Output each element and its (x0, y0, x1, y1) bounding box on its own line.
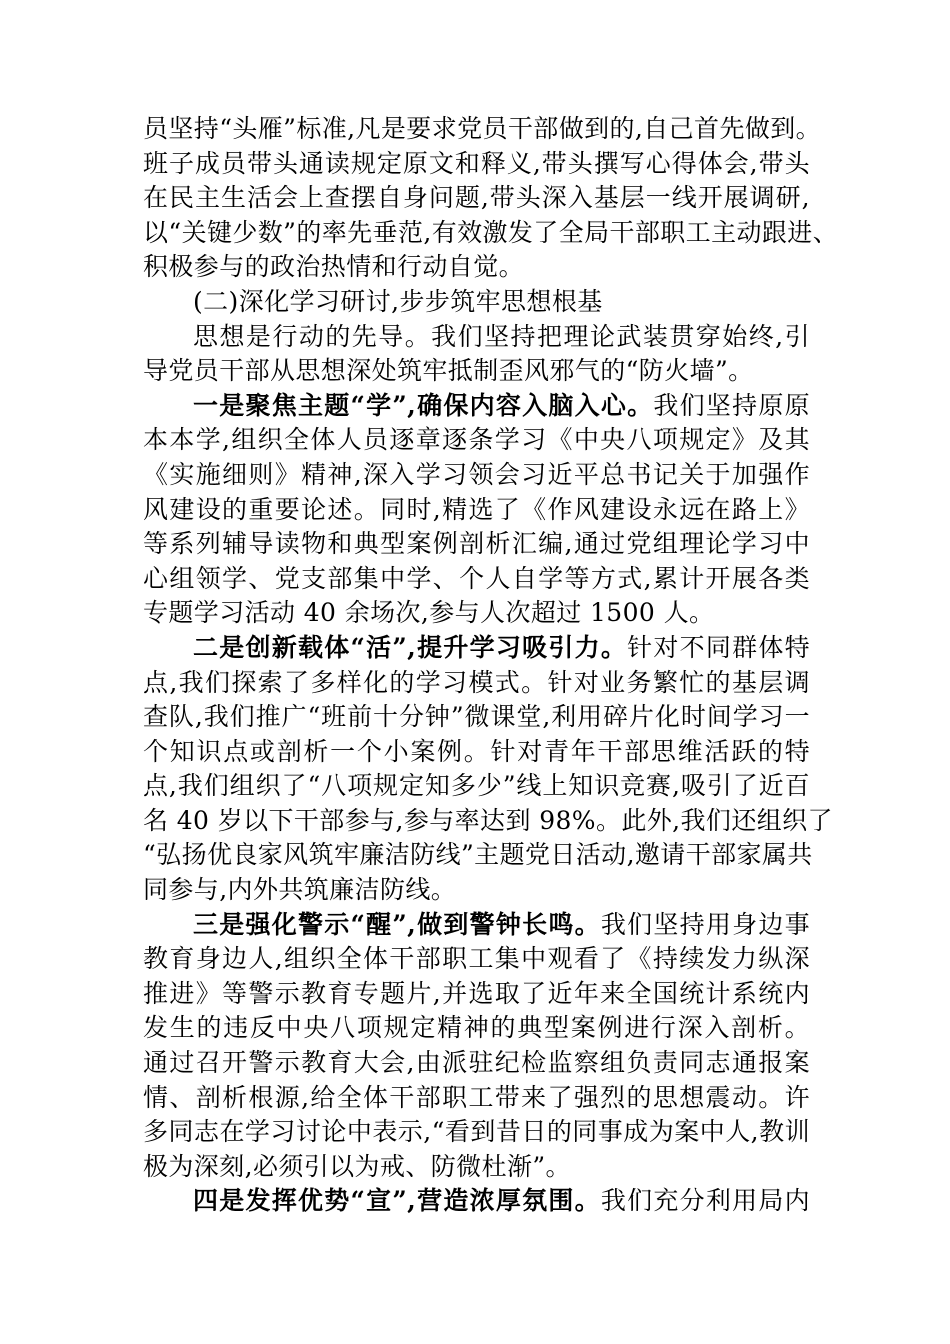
text-line: 教育身边人,组织全体干部职工集中观看了《持续发力纵深 (143, 944, 810, 974)
text-line: 积极参与的政治热情和行动自觉。 (143, 252, 525, 282)
text-line (143, 908, 810, 943)
paragraph (143, 320, 810, 389)
lead-continuation: 我们充分利用局内 (600, 1186, 811, 1216)
text-line: 班子成员带头通读规定原文和释义,带头撰写心得体会,带头 (143, 148, 810, 178)
text-line: 专题学习活动 40 余场次,参与人次超过 1500 人。 (143, 598, 715, 628)
text-line: 本本学,组织全体人员逐章逐条学习《中央八项规定》及其 (143, 425, 810, 455)
text-line: 《实施细则》精神,深入学习领会习近平总书记关于加强作 (143, 459, 810, 489)
section-heading (143, 285, 810, 320)
paragraph (143, 389, 810, 631)
text-line: 风建设的重要论述。同时,精选了《作风建设永远在路上》 (143, 494, 810, 524)
paragraph (143, 112, 839, 285)
lead-continuation: 针对不同群体特 (627, 632, 810, 662)
paragraph (143, 908, 810, 1185)
lead-continuation: 我们坚持用身边事 (600, 909, 811, 939)
text-line: “弘扬优良家风筑牢廉洁防线”主题党日活动,邀请干部家属共 (143, 840, 813, 870)
text-line: 个知识点或剖析一个小案例。针对青年干部思维活跃的特 (143, 736, 810, 766)
document-page (143, 112, 839, 1219)
text-line: 同参与,内外共筑廉洁防线。 (143, 875, 457, 905)
paragraph (143, 1184, 810, 1219)
text-line: 思想是行动的先导。我们坚持把理论武装贯穿始终,引 (193, 321, 810, 351)
text-line: 导党员干部从思想深处筑牢抵制歪风邪气的“防火墙”。 (143, 356, 754, 386)
text-line: 心组领学、党支部集中学、个人自学等方式,累计开展各类 (143, 563, 810, 593)
lead-sentence: 二是创新载体“活”,提升学习吸引力。 (193, 632, 628, 662)
text-line: 名 40 岁以下干部参与,参与率达到 98%。此外,我们还组织了 (143, 805, 833, 835)
text-line: 查队,我们推广“班前十分钟”微课堂,利用碎片化时间学习一 (143, 702, 810, 732)
lead-sentence: 三是强化警示“醒”,做到警钟长鸣。 (193, 909, 601, 939)
text-line: 发生的违反中央八项规定精神的典型案例进行深入剖析。 (143, 1013, 810, 1043)
text-line: 等系列辅导读物和典型案例剖析汇编,通过党组理论学习中 (143, 529, 810, 559)
lead-sentence: 四是发挥优势“宣”,营造浓厚氛围。 (193, 1186, 601, 1216)
text-line: 员坚持“头雁”标准,凡是要求党员干部做到的,自己首先做到。 (143, 114, 822, 143)
text-line (143, 1184, 810, 1219)
text-line (143, 389, 810, 424)
text-line: 点,我们组织了“八项规定知多少”线上知识竞赛,吸引了近百 (143, 771, 810, 801)
text-line: 情、剖析根源,给全体干部职工带来了强烈的思想震动。许 (143, 1082, 810, 1112)
text-line: 在民主生活会上查摆自身问题,带头深入基层一线开展调研, (143, 183, 810, 213)
lead-sentence: 一是聚焦主题“学”,确保内容入脑入心。 (193, 390, 654, 420)
text-line: 通过召开警示教育大会,由派驻纪检监察组负责同志通报案 (143, 1048, 810, 1078)
text-line (143, 631, 810, 666)
text-line: 极为深刻,必须引以为戒、防微杜渐”。 (143, 1151, 571, 1181)
lead-continuation: 我们坚持原原 (653, 390, 810, 420)
text-line: 多同志在学习讨论中表示,“看到昔日的同事成为案中人,教训 (143, 1117, 810, 1147)
text-line: (二)深化学习研讨,步步筑牢思想根基 (193, 286, 603, 316)
paragraph (143, 631, 833, 908)
text-line: 推进》等警示教育专题片,并选取了近年来全国统计系统内 (143, 978, 810, 1008)
text-line: 以“关键少数”的率先垂范,有效激发了全局干部职工主动跟进、 (143, 217, 839, 247)
text-line: 点,我们探索了多样化的学习模式。针对业务繁忙的基层调 (143, 667, 810, 697)
